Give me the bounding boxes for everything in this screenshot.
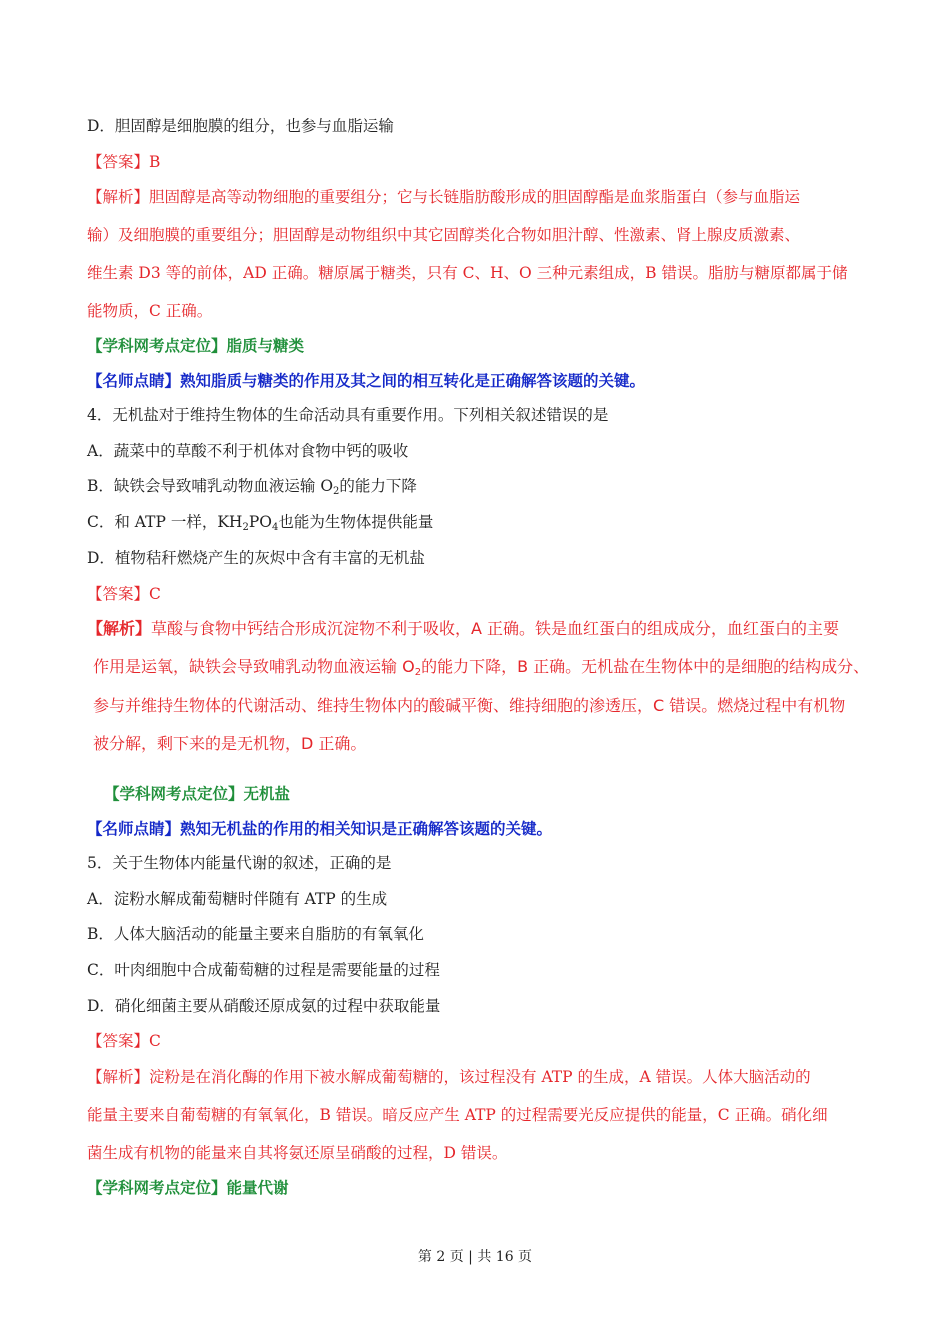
q3-answer <box>87 152 160 172</box>
q4-analysis-line: 被分解，剩下来的是无机物，D 正确。 <box>93 734 367 753</box>
text: 的能力下降 <box>339 477 417 495</box>
answer-value: B <box>149 153 161 171</box>
dianjing-text: 熟知脂质与糖类的作用及其之间的相互转化是正确解答该题的关键。 <box>180 372 646 390</box>
answer-tag: 【答案】 <box>87 1032 150 1050</box>
q4-kaodian <box>104 784 290 804</box>
dianjing-tag: 【名师点睛】 <box>87 820 181 838</box>
text: PO <box>248 513 272 531</box>
analysis-text: 草酸与食物中钙结合形成沉淀物不利于吸收，A 正确。铁是血红蛋白的组成成分，血红蛋白的主要 <box>151 619 840 638</box>
q4-analysis-line: 参与并维持生物体的代谢活动、维持生物体内的酸碱平衡、维持细胞的渗透压，C 错误。燃烧过程中有机物 <box>93 696 846 715</box>
text: 作用是运氧，缺铁会导致哺乳动物血液运输 O <box>93 657 415 676</box>
q3-kaodian <box>87 336 304 356</box>
answer-value: C <box>149 585 161 603</box>
text: 也能为生物体提供能量 <box>278 513 434 531</box>
q4-option-a: A．蔬菜中的草酸不利于机体对食物中钙的吸收 <box>87 442 409 460</box>
kaodian-tag: 【学科网考点定位】 <box>104 785 244 803</box>
kaodian-tag: 【学科网考点定位】 <box>87 337 227 355</box>
q5-option-a: A．淀粉水解成葡萄糖时伴随有 ATP 的生成 <box>87 890 388 908</box>
kaodian-tag: 【学科网考点定位】 <box>87 1179 227 1197</box>
analysis-tag: 【解析】 <box>87 188 150 206</box>
analysis-text: 淀粉是在消化酶的作用下被水解成葡萄糖的，该过程没有 ATP 的生成，A 错误。人体大脑活动的 <box>149 1068 811 1086</box>
page-footer: 第 2 页 | 共 16 页 <box>417 1249 533 1265</box>
q5-analysis-line: 能量主要来自葡萄糖的有氧氧化，B 错误。暗反应产生 ATP 的过程需要光反应提供的能量，C 正确。硝化细 <box>87 1106 828 1124</box>
q3-option-d: D．胆固醇是细胞膜的组分，也参与血脂运输 <box>87 117 394 135</box>
q4-answer <box>87 584 161 604</box>
q3-analysis-line: 维生素 D3 等的前体，AD 正确。糖原属于糖类，只有 C、H、O 三种元素组成，B 错误。脂肪与糖原都属于储 <box>87 264 848 282</box>
q4-option-c <box>87 512 433 538</box>
text: C．和 ATP 一样，KH <box>87 513 243 531</box>
q5-option-c: C．叶肉细胞中合成葡萄糖的过程是需要能量的过程 <box>87 961 440 979</box>
q4-dianjing <box>87 819 552 839</box>
kaodian-text: 无机盐 <box>243 785 291 803</box>
dianjing-text: 熟知无机盐的作用的相关知识是正确解答该题的关键。 <box>180 820 553 838</box>
q5-analysis-line <box>87 1067 811 1087</box>
subscript: 2 <box>242 522 249 533</box>
q4-analysis-line <box>93 657 869 683</box>
answer-tag: 【答案】 <box>87 153 150 171</box>
q5-stem: 5．关于生物体内能量代谢的叙述，正确的是 <box>87 854 392 872</box>
text: B．缺铁会导致哺乳动物血液运输 O <box>87 477 334 495</box>
analysis-tag: 【解析】 <box>87 1068 150 1086</box>
subscript: 2 <box>414 667 422 678</box>
q5-option-b: B．人体大脑活动的能量主要来自脂肪的有氧氧化 <box>87 925 424 943</box>
q5-answer <box>87 1031 161 1051</box>
subscript: 4 <box>271 522 279 533</box>
q5-analysis-line: 菌生成有机物的能量来自其将氨还原呈硝酸的过程，D 错误。 <box>87 1144 508 1162</box>
kaodian-text: 能量代谢 <box>226 1179 289 1197</box>
answer-tag: 【答案】 <box>87 585 150 603</box>
text: 的能力下降，B 正确。无机盐在生物体中的是细胞的结构成分、 <box>421 657 870 676</box>
q3-analysis-line: 输）及细胞膜的重要组分；胆固醇是动物组织中其它固醇类化合物如胆汁醇、性激素、肾上腺皮质激素、 <box>87 226 801 244</box>
q5-kaodian <box>87 1178 289 1198</box>
subscript: 2 <box>333 486 340 497</box>
kaodian-text: 脂质与糖类 <box>226 337 305 355</box>
q4-option-b <box>87 476 417 502</box>
q4-stem: 4．无机盐对于维持生物体的生命活动具有重要作用。下列相关叙述错误的是 <box>87 406 609 424</box>
analysis-text: 胆固醇是高等动物细胞的重要组分；它与长链脂肪酸形成的胆固醇酯是血浆脂蛋白（参与血脂运 <box>149 188 801 206</box>
q4-option-d: D．植物秸秆燃烧产生的灰烬中含有丰富的无机盐 <box>87 549 425 567</box>
dianjing-tag: 【名师点睛】 <box>87 372 181 390</box>
analysis-tag: 【解析】 <box>87 619 152 638</box>
q3-analysis-line: 能物质，C 正确。 <box>87 302 213 320</box>
q4-analysis-line <box>87 619 839 639</box>
answer-value: C <box>149 1032 161 1050</box>
q5-option-d: D．硝化细菌主要从硝酸还原成氨的过程中获取能量 <box>87 997 441 1015</box>
q3-analysis-line <box>87 187 800 207</box>
q3-dianjing <box>87 371 645 391</box>
